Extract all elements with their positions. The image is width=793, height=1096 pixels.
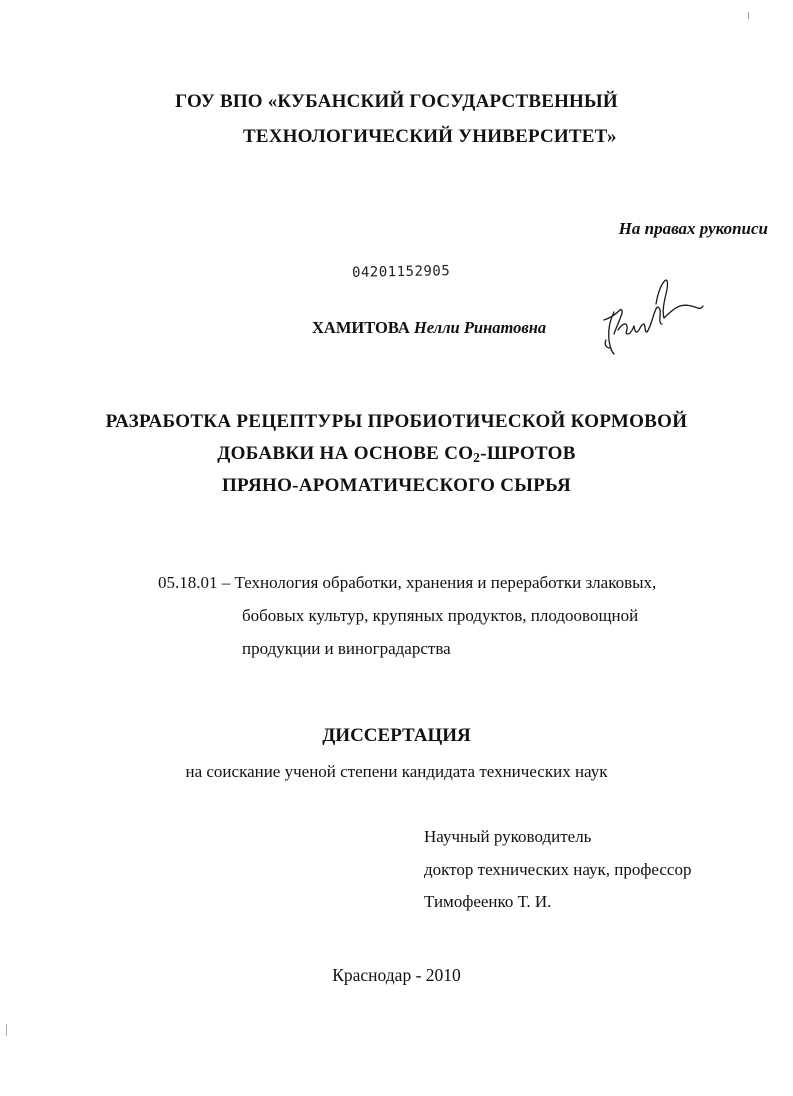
author-name [312,318,546,338]
advisor-block [424,821,691,919]
specialty-line-3: продукции и виноградарства [242,639,451,658]
author-signature [600,268,705,360]
author-given-names: Нелли Ринатовна [413,318,547,337]
institution-line-1: ГОУ ВПО «КУБАНСКИЙ ГОСУДАРСТВЕННЫЙ [175,91,618,112]
institution-line-2: ТЕХНОЛОГИЧЕСКИЙ УНИВЕРСИТЕТ» [243,126,617,147]
title-line-3: ПРЯНО-АРОМАТИЧЕСКОГО СЫРЬЯ [221,475,572,496]
rights-note: На правах рукописи [618,219,768,238]
scan-mark-left [6,1024,7,1036]
title-co2-subscript: 2 [473,450,481,465]
advisor-degree: доктор технических наук, профессор [424,859,692,879]
specialty-line-2: бобовых культур, крупяных продуктов, плодоовощной [242,606,639,625]
specialty-block [158,566,656,665]
scan-mark-top [748,12,749,19]
title-line-2-before: ДОБАВКИ НА ОСНОВЕ СО [217,443,474,464]
title-line-2-after: -ШРОТОВ [480,443,576,464]
author-surname: ХАМИТОВА [312,318,410,337]
registration-code: 04201152905 [351,263,451,281]
advisor-role: Научный руководитель [424,827,592,846]
specialty-line-1: 05.18.01 – Технология обработки, хранения и переработки злаковых, [158,573,657,592]
advisor-name: Тимофеенко Т. И. [424,892,552,911]
dissertation-heading: ДИССЕРТАЦИЯ [322,725,471,746]
city-year: Краснодар - 2010 [332,965,461,985]
dissertation-subtitle: на соискание ученой степени кандидата технических наук [185,762,608,781]
title-line-2 [0,438,793,474]
title-line-1: РАЗРАБОТКА РЕЦЕПТУРЫ ПРОБИОТИЧЕСКОЙ КОРМОВОЙ [105,411,688,432]
